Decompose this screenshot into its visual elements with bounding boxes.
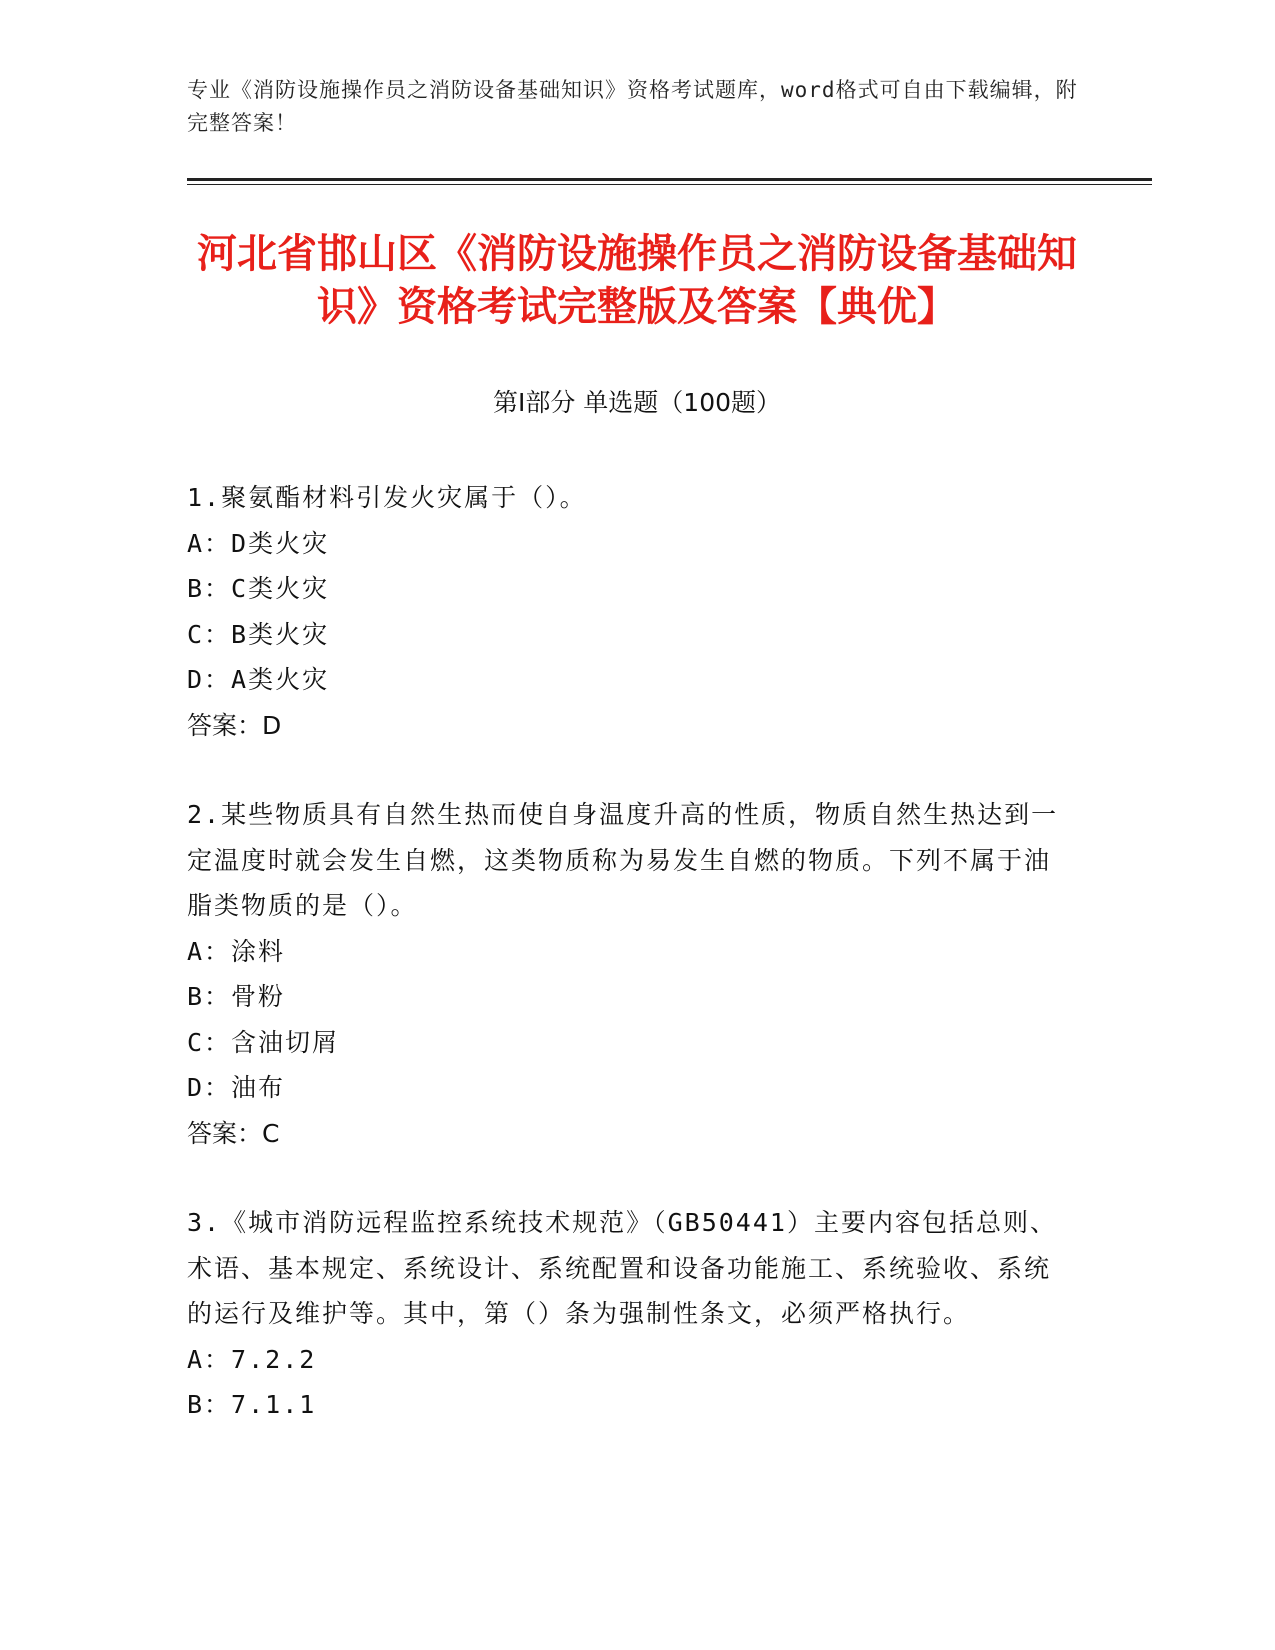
question-2	[187, 792, 1067, 1156]
option-d: D：油布	[187, 1073, 286, 1102]
header-note: 专业《消防设施操作员之消防设备基础知识》资格考试题库，word格式可自由下载编辑，附完整答案！	[187, 78, 1078, 135]
option-a: A：D类火灾	[187, 528, 330, 558]
question-stem: 2.某些物质具有自然生热而使自身温度升高的性质，物质自然生热达到一定温度时就会发生自燃，这类物质称为易发生自燃的物质。下列不属于油脂类物质的是（）。	[187, 800, 1059, 920]
option-a: A：涂料	[187, 936, 286, 966]
option-b: B：骨粉	[187, 982, 286, 1011]
option-d: D：A类火灾	[187, 665, 330, 694]
option-c: C：B类火灾	[187, 619, 330, 649]
header-divider-thin	[187, 184, 1152, 185]
answer: 答案：C	[187, 1118, 280, 1148]
option-b: B：7.1.1	[187, 1390, 317, 1419]
section-heading: 第Ⅰ部分 单选题（100题）	[492, 388, 782, 417]
question-3	[187, 1200, 1067, 1428]
option-a: A：7.2.2	[187, 1344, 317, 1374]
document-title: 河北省邯山区《消防设施操作员之消防设备基础知识》资格考试完整版及答案【典优】	[197, 231, 1077, 330]
answer: 答案：D	[187, 710, 282, 740]
option-c: C：含油切屑	[187, 1027, 340, 1057]
option-b: B：C类火灾	[187, 574, 330, 603]
question-list	[187, 475, 1067, 1472]
question-stem: 3.《城市消防远程监控系统技术规范》（GB50441）主要内容包括总则、术语、基本规定、系统设计、系统配置和设备功能施工、系统验收、系统的运行及维护等。其中，第（）条为强制性条文，必须严格执行。	[187, 1208, 1057, 1328]
question-stem: 1.聚氨酯材料引发火灾属于（）。	[187, 483, 587, 512]
question-1	[187, 475, 1067, 748]
header-divider-thick	[187, 178, 1152, 181]
